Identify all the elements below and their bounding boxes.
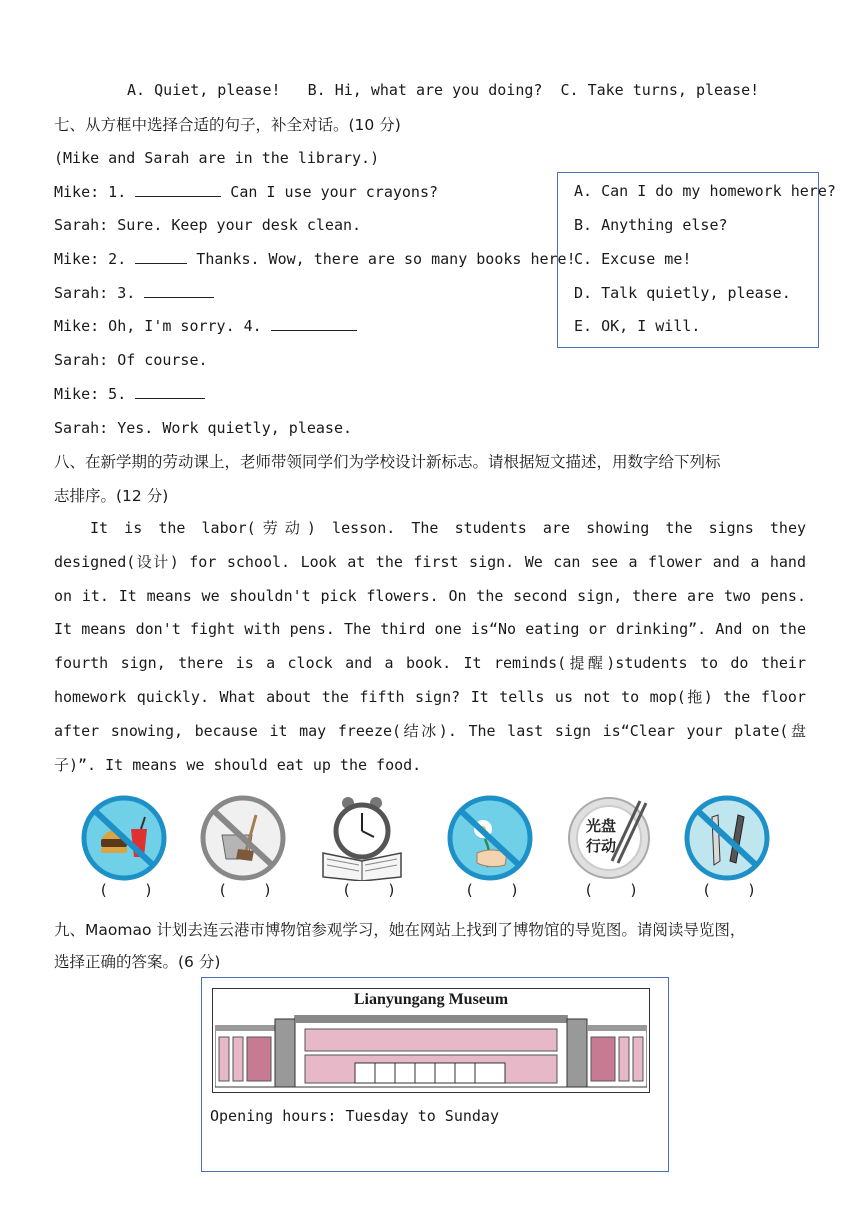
plate-text-top: 光盘 bbox=[586, 817, 617, 835]
option-c: C. Excuse me! bbox=[574, 250, 692, 268]
answer-slot-2[interactable]: ( ) bbox=[218, 881, 273, 899]
no-food-drink-icon bbox=[81, 795, 167, 881]
dialogue-line-6: Sarah: Of course. bbox=[54, 351, 208, 369]
plate-text-bottom: 行动 bbox=[586, 837, 617, 855]
answer-blank-2[interactable] bbox=[135, 249, 187, 264]
answer-slot-1[interactable]: ( ) bbox=[99, 881, 154, 899]
no-pen-fighting-icon bbox=[684, 795, 770, 881]
dialogue-context: (Mike and Sarah are in the library.) bbox=[54, 149, 380, 167]
reading-passage bbox=[54, 512, 806, 782]
answer-slot-6[interactable]: ( ) bbox=[702, 881, 757, 899]
section-8-title-line-2: 志排序。(12 分) bbox=[54, 487, 169, 505]
answer-slot-4[interactable]: ( ) bbox=[465, 881, 520, 899]
answer-blank-3[interactable] bbox=[144, 283, 214, 298]
dialogue-line-5: Mike: Oh, I'm sorry. 4. bbox=[54, 316, 357, 336]
dialogue-line-2: Sarah: Sure. Keep your desk clean. bbox=[54, 216, 362, 234]
answer-blank-1[interactable] bbox=[135, 182, 221, 197]
clear-plate-icon bbox=[566, 795, 652, 881]
section-8-title-line-1: 八、在新学期的劳动课上，老师带领同学们为学校设计新标志。请根据短文描述，用数字给下列标 bbox=[54, 453, 721, 471]
no-flower-picking-icon bbox=[447, 795, 533, 881]
museum-illustration bbox=[212, 988, 650, 1093]
answer-slot-5[interactable]: ( ) bbox=[584, 881, 639, 899]
option-a: A. Can I do my homework here? bbox=[574, 182, 836, 200]
answer-slot-3[interactable]: ( ) bbox=[342, 881, 397, 899]
answer-blank-5[interactable] bbox=[135, 384, 205, 399]
passage-text: It is the labor(劳动) lesson. The students are showing the signs they designed(设计) for school. Look at the first sign. We can see a flower and a hand on it. It means we shouldn't pick flowers. On the second sign, there are two pens. It means don't fight with pens. The third one is“No eating or drinking”. And on the fourth sign, there is a clock and a book. It reminds(提醒)students to do their homework quickly. What about the fifth sign? It tells us not to mop(拖) the floor after snowing, because it may freeze(结冰). The last sign is“Clear your plate(盘子)”. It means we should eat up the food. bbox=[54, 519, 806, 774]
option-b: B. Anything else? bbox=[574, 216, 728, 234]
dialogue-line-4: Sarah: 3. bbox=[54, 283, 214, 303]
option-e: E. OK, I will. bbox=[574, 317, 701, 335]
section-7-title: 七、从方框中选择合适的句子，补全对话。(10 分) bbox=[54, 116, 401, 134]
museum-building-icon bbox=[215, 1015, 647, 1091]
section-9-title-line-1: 九、Maomao 计划去连云港市博物馆参观学习，她在网站上找到了博物馆的导览图。请阅读导览图， bbox=[54, 921, 746, 939]
answer-blank-4[interactable] bbox=[271, 316, 357, 331]
section-9-title-line-2: 选择正确的答案。(6 分) bbox=[54, 953, 221, 971]
museum-name: Lianyungang Museum bbox=[353, 991, 509, 1008]
museum-guide-box bbox=[201, 977, 669, 1172]
dialogue-line-7: Mike: 5. bbox=[54, 384, 205, 404]
dialogue-line-1: Mike: 1. Can I use your crayons? bbox=[54, 183, 439, 201]
previous-options-line: A. Quiet, please! B. Hi, what are you doing? C. Take turns, please! bbox=[127, 81, 760, 99]
option-d: D. Talk quietly, please. bbox=[574, 284, 791, 302]
dialogue-line-3: Mike: 2. Thanks. Wow, there are so many books here! bbox=[54, 250, 576, 268]
options-box bbox=[557, 172, 836, 348]
opening-hours: Opening hours: Tuesday to Sunday bbox=[210, 1107, 499, 1125]
clock-book-icon bbox=[319, 795, 405, 881]
no-mop-icon bbox=[200, 795, 286, 881]
dialogue-line-8: Sarah: Yes. Work quietly, please. bbox=[54, 419, 353, 437]
